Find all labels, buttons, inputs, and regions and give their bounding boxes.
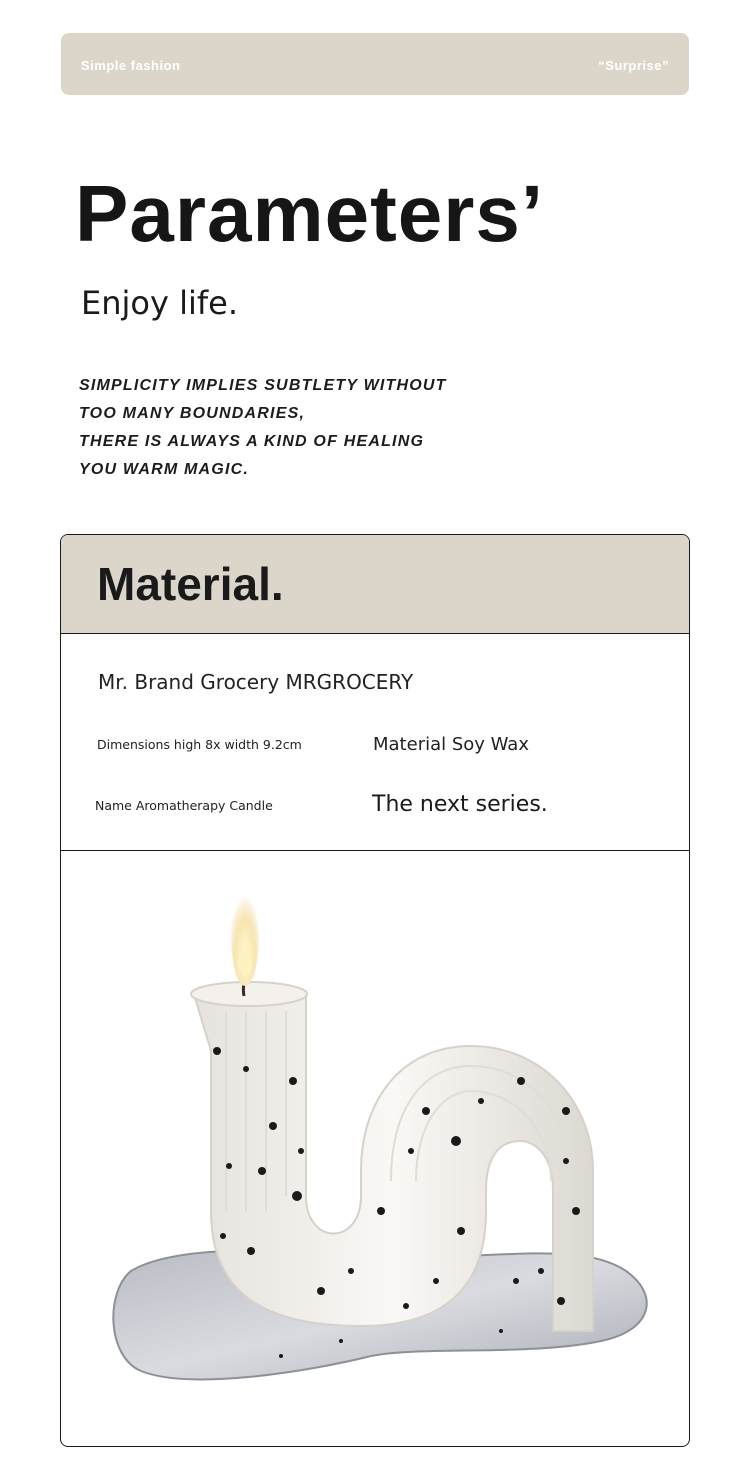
page-title: Parameters’ xyxy=(75,169,545,258)
spec-section xyxy=(61,634,689,851)
dimensions-text: Dimensions high 8x width 9.2cm xyxy=(97,737,302,752)
top-banner xyxy=(61,33,689,95)
material-card xyxy=(60,534,690,1447)
material-card-header xyxy=(61,535,689,634)
brand-text: Mr. Brand Grocery MRGROCERY xyxy=(98,670,414,694)
page-subtitle: Enjoy life. xyxy=(81,284,238,322)
tagline-line: YOU WARM MAGIC. xyxy=(79,461,249,478)
product-name-text: Name Aromatherapy Candle xyxy=(95,798,273,813)
candle-illustration xyxy=(61,851,689,1446)
tagline-block xyxy=(79,372,599,484)
tagline-line: TOO MANY BOUNDARIES, xyxy=(79,405,306,422)
banner-left-text: Simple fashion xyxy=(81,58,181,73)
tagline-line: SIMPLICITY IMPLIES SUBTLETY WITHOUT xyxy=(79,377,447,394)
series-text: The next series. xyxy=(372,792,548,817)
tagline-line: THERE IS ALWAYS A KIND OF HEALING xyxy=(79,433,425,450)
material-heading: Material. xyxy=(97,558,284,610)
candle-photo xyxy=(61,851,689,1446)
material-text: Material Soy Wax xyxy=(373,734,529,755)
banner-right-text: “Surprise” xyxy=(598,58,669,73)
candle-top xyxy=(191,982,307,1006)
